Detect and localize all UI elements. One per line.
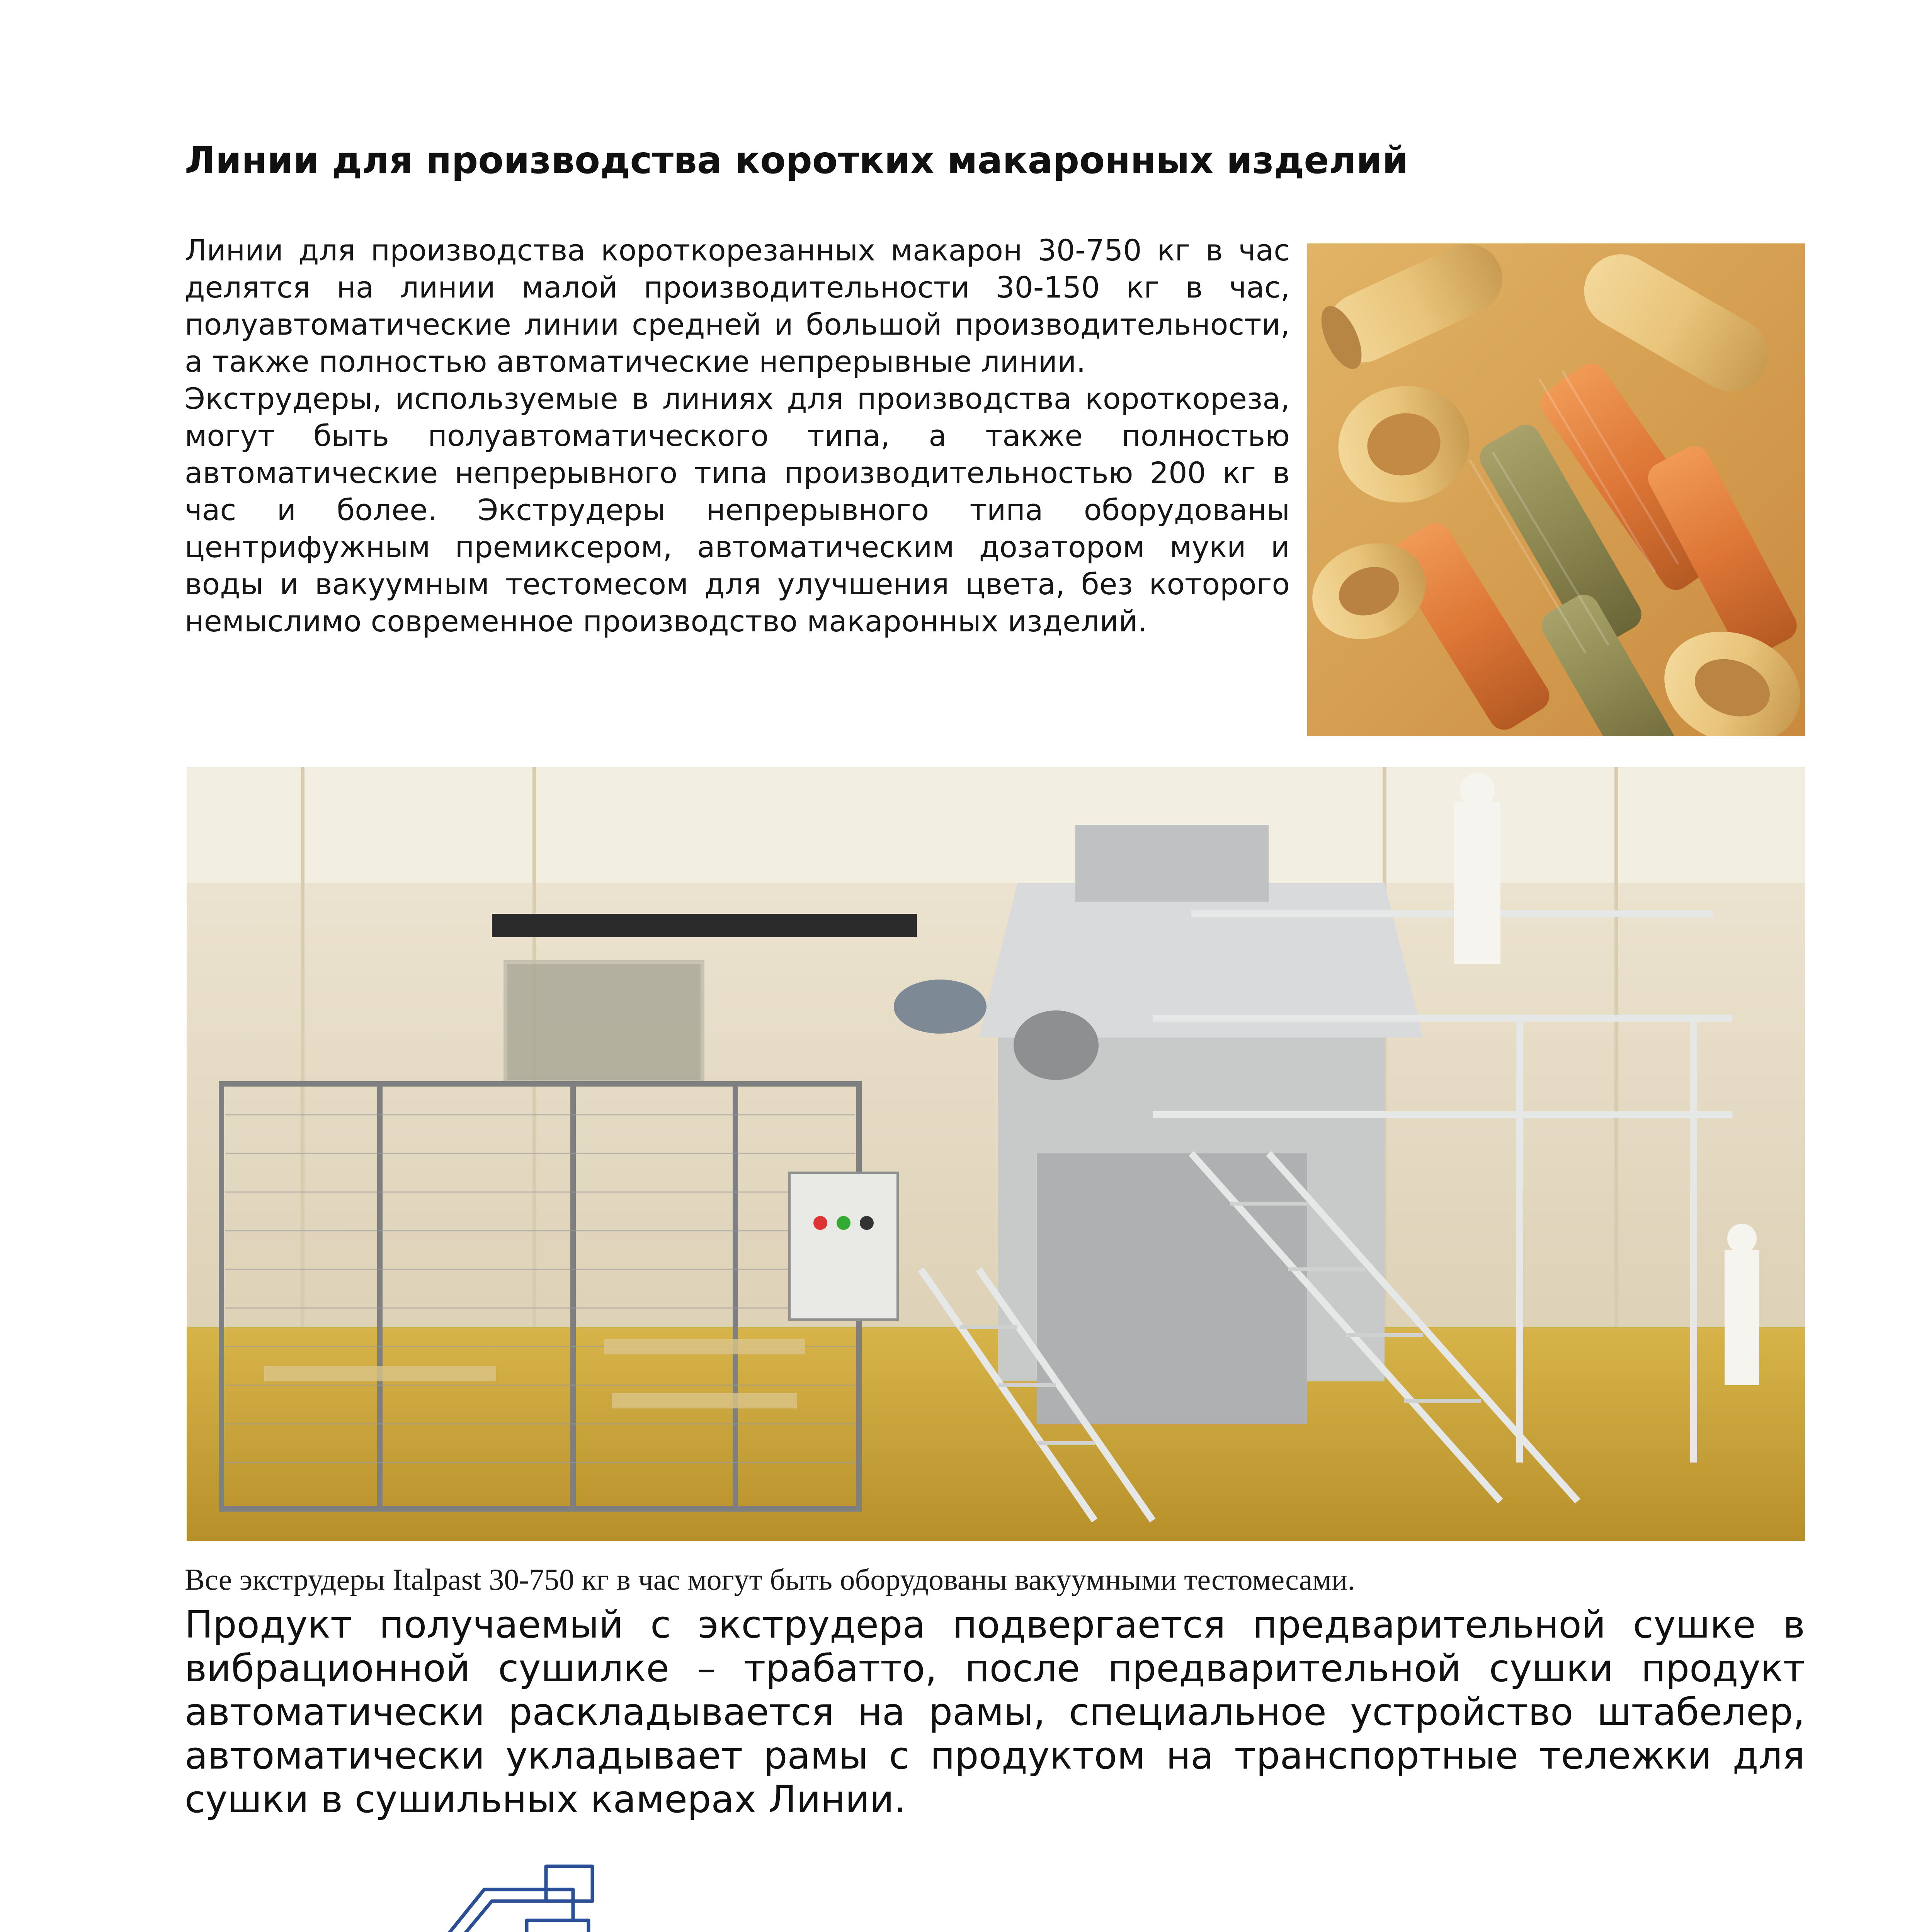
page-title: Линии для производства коротких макаронных изделий <box>185 139 1408 182</box>
equipment-caption: Все экструдеры Italpast 30-750 кг в час могут быть оборудованы вакуумными тестомесами. <box>185 1563 1355 1596</box>
process-description: Продукт получаемый с экструдера подвергается предварительной сушке в вибрационной сушилке – трабатто, после предварительной сушки продукт автоматически раскладывается на рамы, специальное устройство штабелер, автоматически укладывает рамы с продуктом на транспортные тележки для сушки в сушильных камерах Линии. <box>185 1603 1805 1821</box>
intro-paragraph-1: Линии для производства короткорезанных макарон 30-750 кг в час делятся на линии малой производительности 30-150 кг в час, полуавтоматические линии средней и большой производительности, а также полностью автоматические непрерывные линии. <box>185 233 1290 379</box>
production-line-photo <box>187 767 1805 1541</box>
intro-text <box>185 232 1290 640</box>
intro-paragraph-2: Экструдеры, используемые в линиях для производства короткореза, могут быть полуавтоматического типа, а также полностью автоматические непрерывного типа производительностью 200 кг в час и более. Экструдеры непрерывного типа оборудованы центрифужным премиксером, автоматическим дозатором муки и воды и вакуумным тестомесом для улучшения цвета, без которого немыслимо современное производство макаронных изделий. <box>185 381 1290 638</box>
production-line-scheme <box>187 1851 1805 1932</box>
pasta-photo <box>1307 243 1805 736</box>
